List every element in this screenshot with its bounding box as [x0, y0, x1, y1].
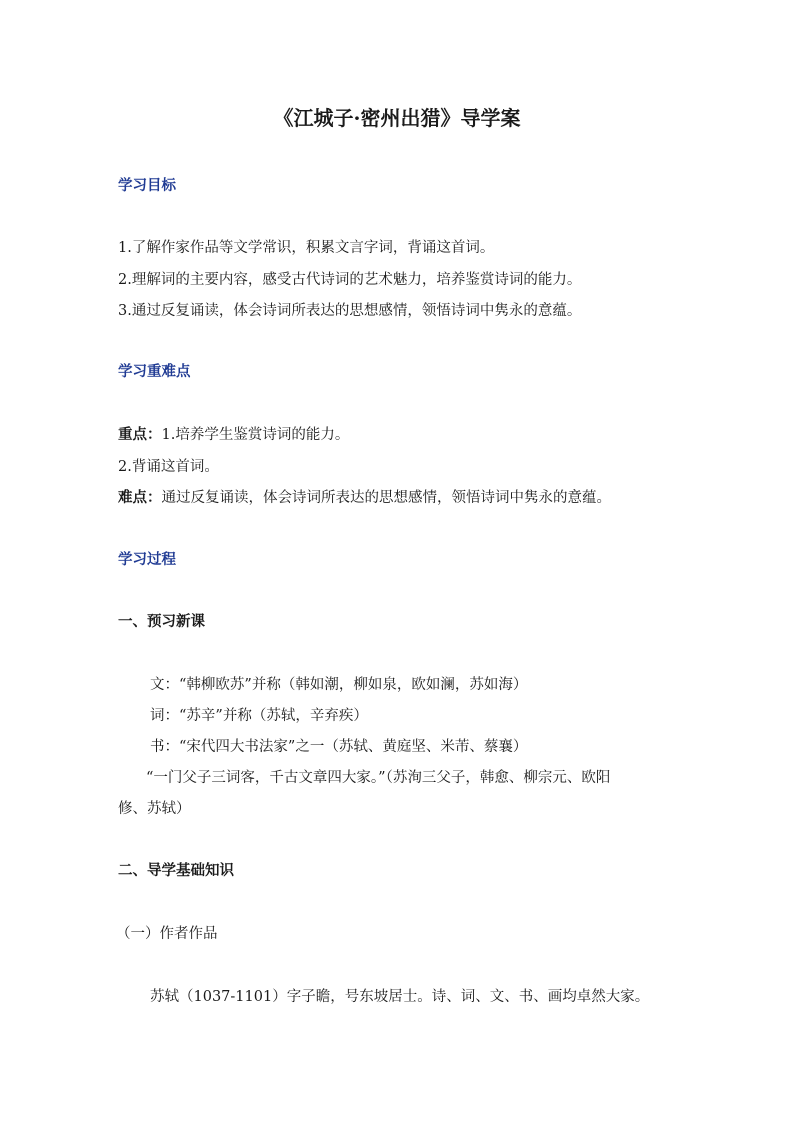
preview-line-3: 书：“宋代四大书法家”之一（苏轼、黄庭坚、米芾、蔡襄） [150, 739, 528, 755]
preview-line-1: 文：“韩柳欧苏”并称（韩如潮，柳如泉，欧如澜，苏如海） [150, 677, 528, 693]
section-heading-process: 学习过程 [118, 551, 176, 568]
preview-line-2: 词：“苏辛”并称（苏轼，辛弃疾） [150, 708, 368, 724]
key-point-label: 重点： [118, 426, 162, 443]
difficulty-text: 通过反复诵读，体会诗词所表达的思想感情，领悟诗词中隽永的意蕴。 [161, 490, 611, 506]
objective-item-1: 1.了解作家作品等文学常识，积累文言字词，背诵这首词。 [118, 240, 495, 256]
preview-line-4: “一门父子三词客，千古文章四大家。”（苏洵三父子，韩愈、柳宗元、欧阳 [146, 770, 611, 786]
difficulty-line [118, 488, 611, 508]
section-heading-key-points: 学习重难点 [118, 363, 191, 380]
key-point-item-2: 2.背诵这首词。 [118, 459, 219, 475]
objective-item-2: 2.理解词的主要内容，感受古代诗词的艺术魅力，培养鉴赏诗词的能力。 [118, 272, 582, 288]
objective-item-3: 3.通过反复诵读，体会诗词所表达的思想感情，领悟诗词中隽永的意蕴。 [118, 303, 582, 319]
page-title: 《江城子·密州出猎》导学案 [273, 106, 521, 130]
author-works-subheading: （一）作者作品 [116, 926, 218, 942]
part2-heading: 二、导学基础知识 [118, 862, 234, 879]
preview-line-5: 修、苏轼） [118, 801, 191, 817]
section-heading-objectives: 学习目标 [118, 177, 176, 194]
part1-heading: 一、预习新课 [118, 613, 205, 630]
author-paragraph: 苏轼（1037-1101）字子瞻，号东坡居士。诗、词、文、书、画均卓然大家。 [150, 989, 650, 1005]
key-point-line-1 [118, 425, 349, 445]
difficulty-label: 难点： [118, 489, 162, 506]
key-point-item-1: 1.培养学生鉴赏诗词的能力。 [161, 427, 350, 443]
